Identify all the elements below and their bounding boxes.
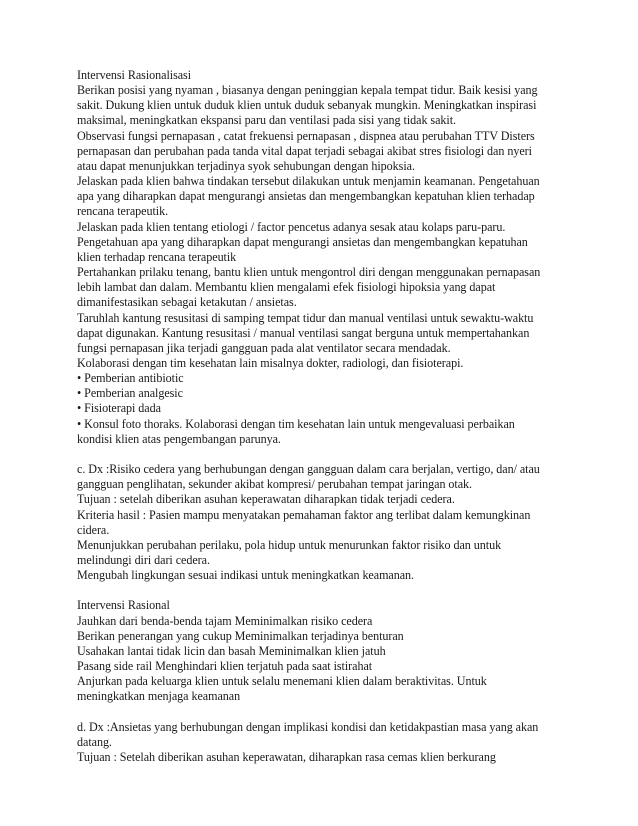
text-line: Tujuan : Setelah diberikan asuhan keperawatan, diharapkan rasa cemas klien berkurang <box>77 749 496 764</box>
text-line: fungsi pernapasan jika terjadi gangguan pada alat ventilator secara mendadak. <box>77 340 451 355</box>
text-line: Pengetahuan apa yang diharapkan dapat mengurangi ansietas dan mengembangkan kepatuhan <box>77 234 528 249</box>
text-line: Kriteria hasil : Pasien mampu menyatakan pemahaman faktor ang terlibat dalam kemungkinan <box>77 507 531 522</box>
text-line: meningkatkan menjaga keamanan <box>77 689 241 704</box>
text-line: Menunjukkan perubahan perilaku, pola hidup untuk menurunkan faktor risiko dan untuk <box>77 537 502 552</box>
text-line: kondisi klien atas pengembangan parunya. <box>77 431 281 446</box>
text-line: Pertahankan prilaku tenang, bantu klien untuk mengontrol diri dengan menggunakan pernapasan <box>77 265 541 280</box>
text-line: Usahakan lantai tidak licin dan basah Meminimalkan klien jatuh <box>77 643 386 658</box>
text-line: Jelaskan pada klien bahwa tindakan tersebut dilakukan untuk menjamin keamanan. Pengetahuan <box>77 174 540 189</box>
text-line: • Konsul foto thoraks. Kolaborasi dengan tim kesehatan lain untuk mengevaluasi perbaikan <box>77 416 515 431</box>
text-line: gangguan penglihatan, sekunder akibat kompresi/ perubahan tempat jaringan otak. <box>77 477 473 492</box>
text-line: Intervensi Rasionalisasi <box>77 68 192 82</box>
text-line: • Fisioterapi dada <box>77 401 161 416</box>
text-line: Pasang side rail Menghindari klien terjatuh pada saat istirahat <box>77 659 373 674</box>
paragraph-gap <box>77 447 568 462</box>
text-line: melindungi diri dari cedera. <box>77 552 210 567</box>
text-line: dapat digunakan. Kantung resusitasi / manual ventilasi sangat berguna untuk mempertahankan <box>77 325 530 340</box>
text-line: pernapasan dan perubahan pada tanda vital dapat terjadi sebagai akibat stres fisiologi dan nyeri <box>77 143 532 158</box>
text-line: Intervensi Rasional <box>77 598 170 613</box>
paragraph-gap <box>77 705 568 720</box>
text-line: • Pemberian antibiotic <box>77 371 184 386</box>
text-line: Jelaskan pada klien tentang etiologi / factor pencetus adanya sesak atau kolaps paru-paru. <box>77 219 506 234</box>
text-line: Observasi fungsi pernapasan , catat frekuensi pernapasan , dispnea atau perubahan TTV Disters <box>77 128 535 143</box>
text-line: Jauhkan dari benda-benda tajam Meminimalkan risiko cedera <box>77 613 373 628</box>
text-line: rencana terapeutik. <box>77 204 169 219</box>
text-line: Anjurkan pada keluarga klien untuk selalu menemani klien dalam beraktivitas. Untuk <box>77 674 487 689</box>
text-line: • Pemberian analgesic <box>77 386 183 401</box>
text-line: c. Dx :Risiko cedera yang berhubungan dengan gangguan dalam cara berjalan, vertigo, dan/ atau <box>77 462 540 477</box>
text-line: Taruhlah kantung resusitasi di samping tempat tidur dan manual ventilasi untuk sewaktu-waktu <box>77 310 534 325</box>
text-line: dimanifestasikan sebagai ketakutan / ansietas. <box>77 295 297 310</box>
text-line: Mengubah lingkungan sesuai indikasi untuk meningkatkan keamanan. <box>77 568 415 583</box>
text-line: Berikan posisi yang nyaman , biasanya dengan peninggian kepala tempat tidur. Baik kesisi yang <box>77 83 538 98</box>
text-line: atau dapat menunjukkan terjadinya syok sehubungan dengan hipoksia. <box>77 158 415 173</box>
text-line: Kolaborasi dengan tim kesehatan lain misalnya dokter, radiologi, dan fisioterapi. <box>77 355 464 370</box>
text-line: Berikan penerangan yang cukup Meminimalkan terjadinya benturan <box>77 628 404 643</box>
paragraph-gap <box>77 583 568 598</box>
text-line: apa yang diharapkan dapat mengurangi ansietas dan mengembangkan kepatuhan klien terhadap <box>77 189 535 204</box>
text-line: lebih lambat dan dalam. Membantu klien mengalami efek fisiologi hipoksia yang dapat <box>77 280 496 295</box>
text-line: maksimal, meningkatkan ekspansi paru dan ventilasi pada sisi yang tidak sakit. <box>77 113 456 128</box>
text-line: d. Dx :Ansietas yang berhubungan dengan implikasi kondisi dan ketidakpastian masa yang akan <box>77 719 539 734</box>
text-line: klien terhadap rencana terapeutik <box>77 249 237 264</box>
text-line: Tujuan : setelah diberikan asuhan keperawatan diharapkan tidak terjadi cedera. <box>77 492 455 507</box>
text-line: cidera. <box>77 522 110 537</box>
text-line: sakit. Dukung klien untuk duduk klien untuk duduk sebanyak mungkin. Meningkatkan inspirasi <box>77 98 537 113</box>
text-line: datang. <box>77 734 112 749</box>
